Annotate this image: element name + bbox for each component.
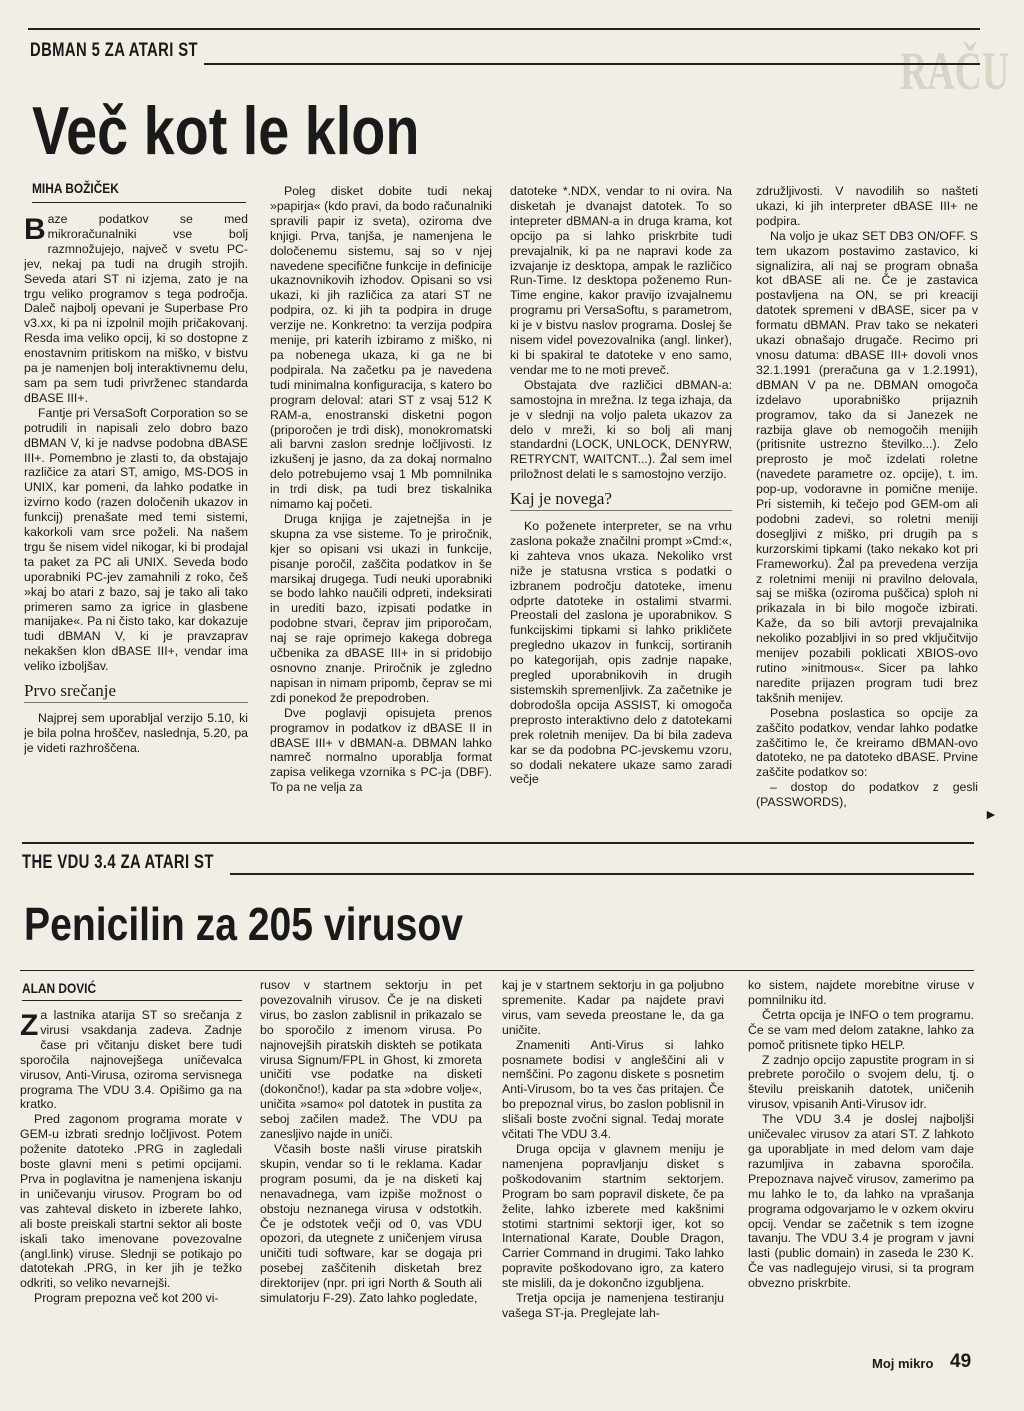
bleed-through-decoration: RAČU — [900, 41, 1010, 101]
body-paragraph: Posebna poslastica so opcije za zaščito podatkov, vendar lahko podatke zaščitimo le, če kreiramo dBMAN-ovo datoteko, ne pa datoteko dBASE. Prvine zaščite podatkov so: — [756, 705, 978, 780]
section-rule — [230, 873, 974, 875]
body-paragraph: The VDU 3.4 je doslej najboljši uničevalec virusov za atari ST. Z lahkoto ga uporabljate in med delom vam daje razumljiva in zabavna sporočila. Prepoznava največ virusov, zamerimo pa mu lahko le to, da lahko na vprašanja programa odgovarjamo le v ozkem okviru opcij. Vendar se začetnik s tem izogne tavanju. The VDU 3.4 je program v javni lasti (public domain) in zaseda le 230 K. Če vas nadlegujejo virusi, si ta program obvezno priskrbite. — [748, 1112, 974, 1291]
article-column-2 — [260, 978, 482, 1343]
body-paragraph: Druga knjiga je zajetnejša in je skupna za vse sisteme. To je priročnik, kjer so opisani vsi ukazi in funkcije, pisanje poročil, zaščita podatkov in še marsikaj drugega. Tudi neuki uporabniki se bodo lahko naučili odpreti, indeksirati in urediti bazo, izpisati podatke in podobne stvari, čeprav jim priporočam, naj se raje oprimejo kakega dobrega učbenika za dBASE III+ in si pridobijo osnovno znanje. Priročnik je zgledno napisan in nimam pripomb, čeprav se mi zdi ponekod že prepodroben. — [270, 511, 492, 705]
body-paragraph: združljivosti. V navodilih so našteti ukazi, ki jih interpreter dBASE III+ ne podpira. — [756, 184, 978, 228]
drop-cap: Z — [20, 1009, 39, 1042]
page-number: 49 — [950, 1351, 972, 1372]
author-rule — [32, 202, 246, 203]
drop-cap: B — [24, 213, 46, 246]
body-paragraph — [24, 212, 248, 406]
paragraph-text: a lastnika atarija ST so srečanja z virusi vsakdanja zadeva. Zadnje čase pri včitanju disket bere tudi sporočila najnovejšega uničevalca virusov, Anti-Virusa, oziroma servisnega programa The VDU 3.4. Opišimo ga na kratko. — [20, 1008, 242, 1112]
author-rule — [20, 970, 974, 971]
body-paragraph: Poleg disket dobite tudi nekaj »papirja« (kdo pravi, da bodo računalniki spravili papir iz sveta), oziroma dve knjigi. Prva, tanjša, je namenjena le določenemu sistemu, saj so v njej navedene specifične funkcije in definicije ukaznovnikovih izhodov. Opisani so vsi ukazi, ki jih različica za atari ST ne podpira, oz. ki jih ta podpira in druge verzije ne. Konkretno: ta verzija podpira menije, pri katerih izbiramo z miško, ni pa nobenega ukaza, ki ga ne bi podpirala. Na začetku pa je navedena tudi minimalna konfiguracija, s katero bo program deloval: atari ST z vsaj 512 K RAM-a, enostranski disketni pogon (priporočen je trdi disk), monokromatski ali barvni zaslon srednje ločljivosti. Iz izkušenj je jasno, da za dokaj normalno delo potrebujemo vsaj 1 Mb pomnilnika in trdi disk, pa tudi brez tiskalnika nimamo kaj početi. — [270, 184, 492, 512]
body-paragraph: Pred zagonom programa morate v GEM-u izbrati srednjo ločljivost. Potem poženite datoteko .PRG in zagledali boste glavni meni s petimi opcijami. Prva in poglavitna je namenjena iskanju in uničevanju virusov. Program bo od vas zahteval disketo in izberete lahko, ali boste preiskali startni sektor ali boste iskali tako imenovane povezovalne (angl.link) viruse. Slednji se potikajo po datotekah .PRG, in ker jih je težko odkriti, so veliko nevarnejši. — [20, 1112, 242, 1291]
article-column-4 — [748, 978, 974, 1343]
body-paragraph: rusov v startnem sektorju in pet povezovalnih virusov. Če je na disketi virus, bo zaslon zablisnil in prikazalo se bo sporočilo z imenom virusa. Po najnovejših piratskih diskteh se potikata virusa Signum/FPL in Ghost, ki zmoreta uničiti vse podatke na disketi (dokončno!), kadar pa sta »dobre volje«, uničita »samo« pol datotek in pustita za seboj začilen madež. The VDU pa zanesljivo najde in uniči. — [260, 978, 482, 1142]
body-paragraph — [20, 1008, 242, 1112]
body-paragraph: Četrta opcija je INFO o tem programu. Če se vam med delom zatakne, lahko za pomoč pritisnete tipko HELP. — [748, 1007, 974, 1052]
article-column-1 — [20, 1008, 242, 1343]
body-paragraph: Dve poglavji opisujeta prenos programov in podatkov iz dBASE II in dBASE III+ v dBMAN-a. DBMAN lahko namreč normalno uporablja format zapisa velikega vzornika s PC-ja (DBF). To pa ne velja za — [270, 705, 492, 795]
body-paragraph: Tretja opcija je namenjena testiranju vašega ST-ja. Preglejate lah- — [502, 1291, 724, 1320]
body-paragraph: Najprej sem uporabljal verzijo 5.10, ki je bila polna hroščev, naslednja, 5.20, pa je videti razhroščena. — [24, 711, 248, 755]
body-paragraph: Ko poženete interpreter, se na vrhu zaslona pokaže značilni prompt »Cmd:«, ki zahteva vnos ukaza. Nekoliko vrst niže je statusna vrstica s podatki o izbranem področju datoteke, imenu odprte datoteke in ostalimi stvarmi. Preostali del zaslona je uporabnikov. S funkcijskimi tipkami si lahko prikličete pregledno ukazov in funkcij, sortiranih po kategorijah, opis zadnje napake, pregled uporabnikovih in drugih sistemskih spremenljivk. Za začetnike je dobrodošla opcija ASSIST, ki omogoča preprosto interaktivno delo z datotekami prek roletnih menijev. Da bi bila zadeva kar se da podobna PC-jevskemu vzoru, so dodali nekatere ukaze samo zaradi večje — [510, 519, 732, 787]
body-paragraph: Obstajata dve različici dBMAN-a: samostojna in mrežna. Iz tega izhaja, da je v slednji na voljo paleta ukazov za delo v mreži, ki so bolj ali manj standardni (LOCK, UNLOCK, DENYRW, RETRYCNT, WAITCNT...). Žal sem imel priložnost delati le s samostojno verzijo. — [510, 377, 732, 482]
section-label: DBMAN 5 ZA ATARI ST — [30, 40, 198, 61]
article-headline — [24, 880, 463, 968]
article-headline: Več kot le klon — [32, 93, 420, 169]
body-paragraph: Druga opcija v glavnem meniju je namenjena popravljanju disket s poškodovanim startnim sektorjem. Program bo sam popravil diskete, če pa želite, lahko izberete med kakšnimi stotimi startnimi sektorji iger, kot so International Karate, Double Dragon, Carrier Command in drugimi. Tako lahko popravite poškodovano igro, za katero ste mislili, da je dokončno izgubljena. — [502, 1141, 724, 1291]
headline-text: Penicilin za 205 virusov — [24, 898, 463, 950]
body-paragraph: Na voljo je ukaz SET DB3 ON/OFF. S tem ukazom postavimo zastavico, ki signalizira, ali naj se program obnaša kot dBASE ali ne. Če je zastavica postavljena na ON, se pri kreaciji datotek spremeni v dBASE, sicer pa v formatu dBMAN. Prav tako se nekateri ukazi obnašajo drugače. Recimo pri vnosu datuma: dBASE III+ dovoli vnos 32.1.1991 (preračuna ga v 1.2.1991), dBMAN V pa ne. DBMAN omogoča izdelavo uporabniško prijaznih programov, tako da si Janezek ne razbija glave ob nemogočih menijih (pritisnite ustrezno številko...). Zelo preprosto je moč izdelati roletne (navedete parametre oz. opcije), t. im. pop-up, vodoravne in pomične menije. Pri sistemih, ki tečejo pod GEM-om ali podobni zadevi, so roletni meniji dosegljivi z miško, pri drugih pa s kurzorskimi tipkami (tako nekako kot pri Frameworku). Žal pa prevedena verzija z roletnimi meniji ni pravilno delovala, saj se miška (oziroma puščica) sploh ni prikazala in bi bilo mogoče izbirati. Kaže, da so bili avtorji prevajalnika nekoliko pozabljivi in so pred vključitvijo menijev pozabili poklicati XBIOS-ovo rutino »initmous«. Sicer pa lahko naredite prijazen program tudi brez takšnih menijev. — [756, 228, 978, 705]
body-paragraph: ko sistem, najdete morebitne viruse v pomnilniku itd. — [748, 978, 974, 1007]
body-paragraph: kaj je v startnem sektorju in ga poljubno spremenite. Kadar pa najdete pravi virus, vam seveda preostane le, da ga uničite. — [502, 978, 724, 1037]
author-byline: ALAN DOVIĆ — [22, 980, 97, 996]
top-rule — [22, 842, 974, 844]
author-rule — [22, 1000, 242, 1001]
paragraph-text: aze podatkov se med mikroračunalniki vse bolj razmnožujejo, največ v svetu PC-jev, nekaj pa tudi na drugih strojih. Seveda atari ST ni izjema, zato je na trgu veliko programov s tega področja. Daleč najbolj opevani je Superbase Pro v3.xx, ki pa ni izpolnil mojih pričakovanj. Resda ima veliko opcij, ki so dostopne z enostavnim pritiskom na miško, v bistvu pa je namenjen bolj interaktivnemu delu, sam pa sem tudi privrženec standarda dBASE III+. — [24, 212, 248, 405]
body-paragraph: Včasih boste našli viruse piratskih skupin, vendar so ti le reklama. Kadar program posumi, da je na disketi kaj nenavadnega, vam izpiše možnost o obstoju neznanega virusa v odstotkih. Če je odstotek večji od 0, vas VDU opozori, da utegnete z uničenjem virusa uničiti tudi software, kar se dogaja pri posebej zaščitenih disketah brez direktorijev (npr. pri igri North & South ali simulatorju F-29). Zato lahko pogledate, — [260, 1141, 482, 1306]
subheading: Prvo srečanje — [24, 684, 248, 703]
magazine-name: Moj mikro — [872, 1356, 934, 1371]
top-rule — [28, 28, 980, 30]
section-rule — [204, 63, 980, 65]
article-column-3 — [510, 184, 732, 829]
section-label: THE VDU 3.4 ZA ATARI ST — [22, 852, 214, 873]
body-paragraph: – dostop do podatkov z gesli (PASSWORDS), — [756, 780, 978, 810]
continue-arrow-icon: ► — [984, 806, 998, 822]
article-column-1 — [24, 212, 248, 832]
body-paragraph: Z zadnjo opcijo zapustite program in si prebrete poročilo o svojem delu, tj. o številu preiskanih datotek, uničenih virusov, vpisanih Anti-Virusov idr. — [748, 1052, 974, 1112]
body-paragraph: Fantje pri VersaSoft Corporation so se potrudili in napisali zelo dobro bazo dBMAN V, ki je nadvse podobna dBASE III+. Pomembno je zlasti to, da obstajajo različice za atari ST, amigo, MS-DOS in UNIX, kar pomeni, da lahko podatke in izvirno kodo (razen določenih ukazov in funkcij) prenašate med temi sistemi, kakorkoli vam srce poželi. Na našem trgu še nisem videl nikogar, ki bi prodajal ta paket za PC ali UNIX. Seveda bodo uporabniki PC-jev zamahnili z roko, češ »kaj bo atari z bazo, saj je tako ali tako primeren samo za igrice in glasbene manijake«. Pa ni čisto tako, kar dokazuje tudi dBMAN V, ki je pravzaprav nekakšen klon dBASE III+, vendar ima veliko izboljšav. — [24, 405, 248, 674]
article-column-2 — [270, 184, 492, 824]
body-paragraph: Program prepozna več kot 200 vi- — [34, 1291, 219, 1306]
body-paragraph: datoteke *.NDX, vendar to ni ovira. Na disketah je dvanajst datotek. To so intepreter dBMAN-a in druga krama, kot opcijo pa si lahko priskrbite tudi prevajalnik, ki pa ne napravi kode za izvajanje iz desktopa, ampak le različico Run-Time. Iz desktopa poženemo Run-Time engine, kakor pravijo izvajalnemu programu pri VersaSoftu, s parametrom, ki je v bistvu naslov programa. Doslej še nisem videl povezovalnika (angl. linker), ki bi spakiral te datoteke v eno samo, vendar me to ne moti preveč. — [510, 184, 732, 377]
author-byline: MIHA BOŽIČEK — [32, 180, 119, 196]
subheading: Kaj je novega? — [510, 492, 732, 511]
article-column-3 — [502, 978, 724, 1343]
article-column-4 — [756, 184, 978, 829]
body-paragraph: Znameniti Anti-Virus si lahko posnamete bodisi v angleščini ali v nemščini. Po zagonu diskete s posnetim Anti-Virusom, bo ta ves čas pritajen. Če bo prepoznal virus, bo zaslon poblisnil in slišali boste zvočni signal. Tedaj morate včitati The VDU 3.4. — [502, 1037, 724, 1142]
